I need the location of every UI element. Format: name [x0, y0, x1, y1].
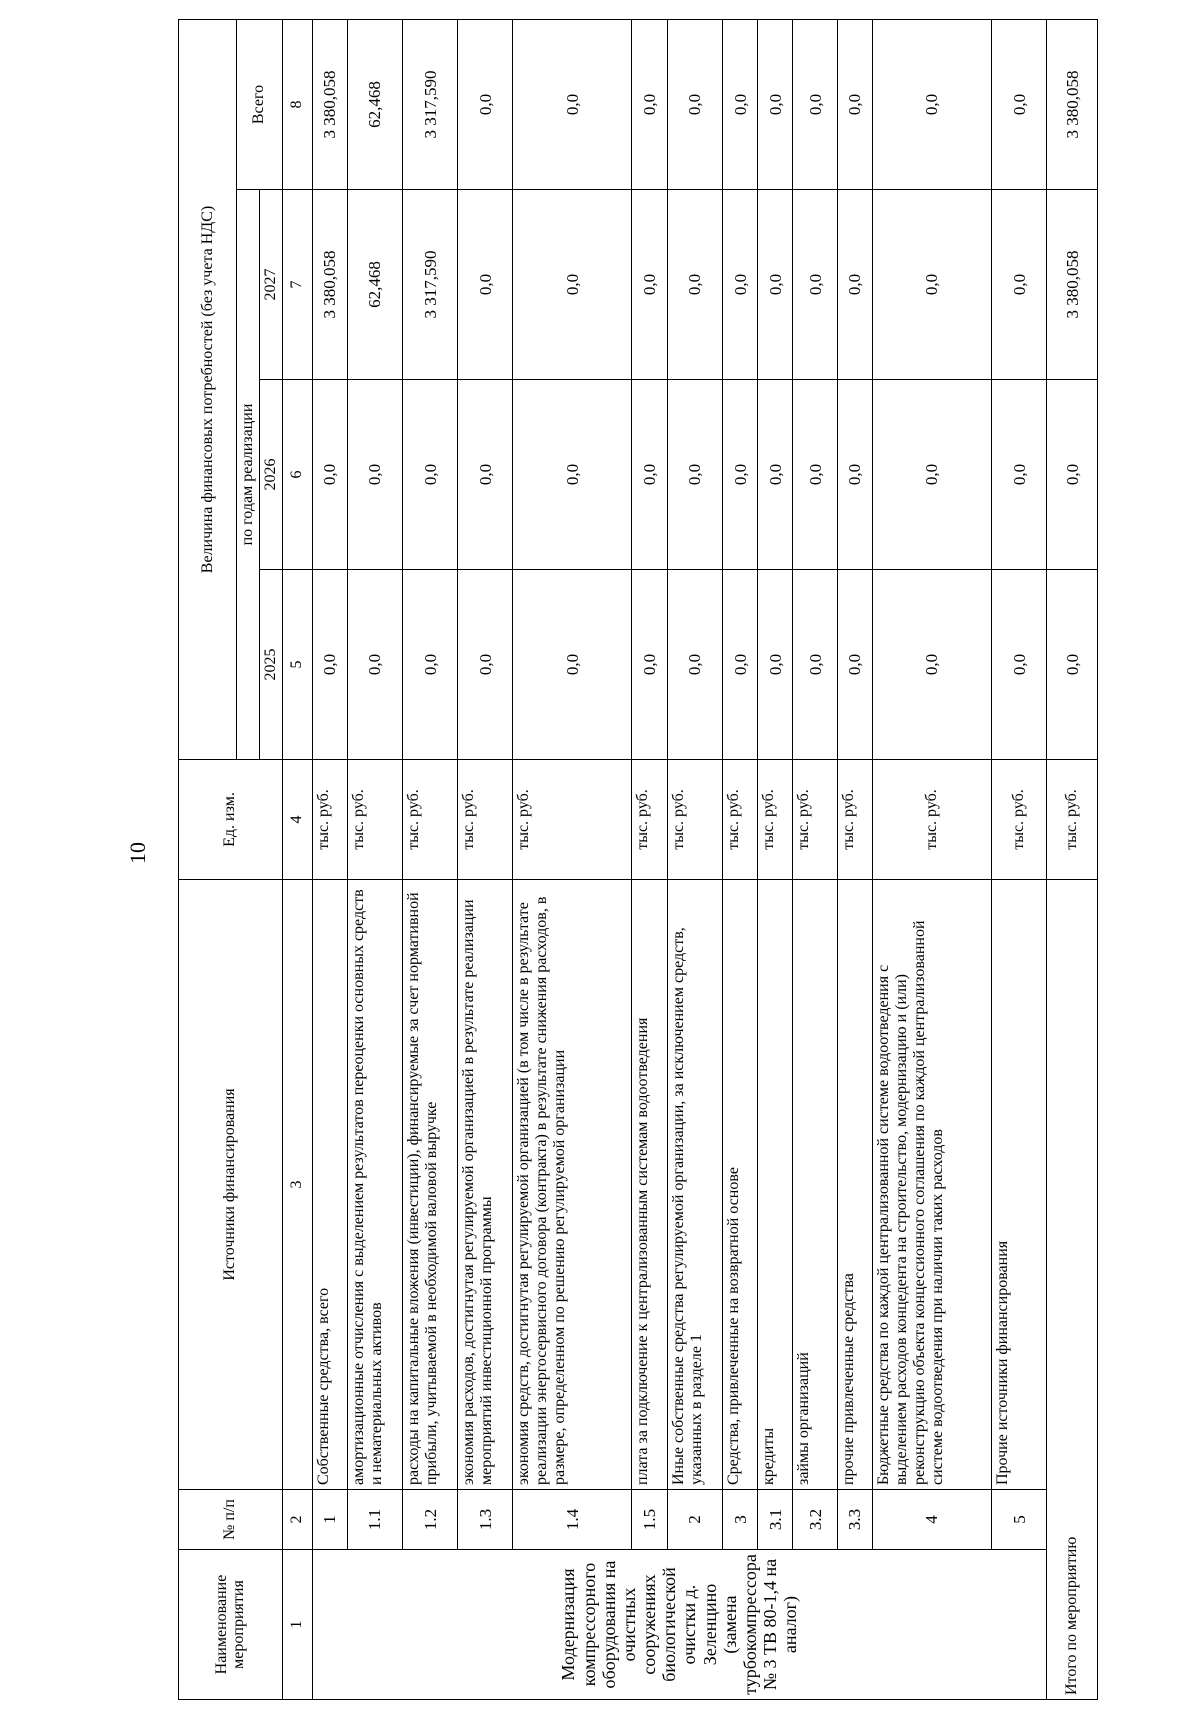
- row-value-total: 3 317,590: [403, 20, 458, 190]
- row-value-2026: 0,0: [312, 380, 347, 570]
- row-source: Иные собственные средства регулируемой организации, за исключением средств, указанных в разделе 1: [667, 880, 722, 1490]
- row-unit: тыс. руб.: [513, 760, 632, 880]
- table-row: [992, 20, 1047, 1700]
- column-number: 1: [282, 1550, 312, 1700]
- row-value-2026: 0,0: [872, 380, 991, 570]
- row-value-2025: 0,0: [758, 570, 793, 760]
- header-num: № п/п: [179, 1490, 283, 1550]
- table-row: [513, 20, 632, 1700]
- row-value-total: 0,0: [667, 20, 722, 190]
- table-row: [667, 20, 722, 1700]
- row-value-2027: 0,0: [793, 190, 837, 380]
- total-label: Итого по мероприятию: [1047, 880, 1098, 1700]
- row-value-2027: 0,0: [632, 190, 667, 380]
- row-value-2025: 0,0: [992, 570, 1047, 760]
- table-row: [837, 20, 872, 1700]
- table-row: [347, 20, 402, 1700]
- row-unit: тыс. руб.: [403, 760, 458, 880]
- total-value-2026: 0,0: [1047, 380, 1098, 570]
- row-source: плата за подключение к централизованным системам водоотведения: [632, 880, 667, 1490]
- row-source: расходы на капитальные вложения (инвестиции), финансируемые за счет нормативной прибыли, учитываемой в необходимой валовой выручке: [403, 880, 458, 1490]
- row-value-2027: 3 317,590: [403, 190, 458, 380]
- column-numbers-row: [282, 20, 312, 1700]
- column-number: 7: [282, 190, 312, 380]
- row-value-2027: 0,0: [722, 190, 757, 380]
- row-value-2027: 0,0: [872, 190, 991, 380]
- row-value-2026: 0,0: [667, 380, 722, 570]
- row-source: Прочие источники финансирования: [992, 880, 1047, 1490]
- row-num: 2: [667, 1490, 722, 1550]
- row-value-2026: 0,0: [793, 380, 837, 570]
- row-value-2025: 0,0: [632, 570, 667, 760]
- table-row: [312, 20, 347, 1700]
- column-number: 6: [282, 380, 312, 570]
- header-year-2027: 2027: [259, 190, 282, 380]
- row-source: Собственные средства, всего: [312, 880, 347, 1490]
- total-value-2025: 0,0: [1047, 570, 1098, 760]
- rotated-table-container: [178, 20, 1098, 1700]
- header-unit: Ед. изм.: [179, 760, 283, 880]
- header-source: Источники финансирования: [179, 880, 283, 1490]
- table-row: [872, 20, 991, 1700]
- row-value-2025: 0,0: [837, 570, 872, 760]
- row-source: амортизационные отчисления с выделением результатов переоценки основных средств и нематериальных активов: [347, 880, 402, 1490]
- row-source: Бюджетные средства по каждой централизованной системе водоотведения с выделением расходов концедента на строительство, модернизацию и (или) реконструкцию объекта концессионного соглашения по каждой централизованной системе водоотведения при наличии таких расходов: [872, 880, 991, 1490]
- total-row: [1047, 20, 1098, 1700]
- row-value-2026: 0,0: [347, 380, 402, 570]
- row-unit: тыс. руб.: [992, 760, 1047, 880]
- row-value-2025: 0,0: [458, 570, 513, 760]
- row-value-2026: 0,0: [632, 380, 667, 570]
- header-name: Наименование мероприятия: [179, 1550, 283, 1700]
- row-value-2027: 0,0: [758, 190, 793, 380]
- total-value-total: 3 380,058: [1047, 20, 1098, 190]
- row-num: 1: [312, 1490, 347, 1550]
- column-number: 3: [282, 880, 312, 1490]
- row-num: 1.2: [403, 1490, 458, 1550]
- row-num: 3: [722, 1490, 757, 1550]
- row-num: 1.1: [347, 1490, 402, 1550]
- row-value-2026: 0,0: [513, 380, 632, 570]
- page-number: 10: [125, 842, 150, 864]
- header-year-2025: 2025: [259, 570, 282, 760]
- row-num: 1.4: [513, 1490, 632, 1550]
- table-row: [722, 20, 757, 1700]
- row-value-total: 0,0: [992, 20, 1047, 190]
- row-value-total: 0,0: [837, 20, 872, 190]
- row-value-total: 0,0: [758, 20, 793, 190]
- row-value-total: 0,0: [722, 20, 757, 190]
- row-value-total: 62,468: [347, 20, 402, 190]
- row-value-2027: 0,0: [513, 190, 632, 380]
- table-row: [458, 20, 513, 1700]
- column-number: 5: [282, 570, 312, 760]
- row-value-total: 0,0: [632, 20, 667, 190]
- row-value-2027: 62,468: [347, 190, 402, 380]
- row-num: 3.1: [758, 1490, 793, 1550]
- row-value-2026: 0,0: [458, 380, 513, 570]
- row-value-2027: 0,0: [458, 190, 513, 380]
- row-num: 4: [872, 1490, 991, 1550]
- row-unit: тыс. руб.: [793, 760, 837, 880]
- row-unit: тыс. руб.: [758, 760, 793, 880]
- row-unit: тыс. руб.: [722, 760, 757, 880]
- row-source: Средства, привлеченные на возвратной основе: [722, 880, 757, 1490]
- row-unit: тыс. руб.: [872, 760, 991, 880]
- row-value-2027: 3 380,058: [312, 190, 347, 380]
- table-row: [793, 20, 837, 1700]
- row-unit: тыс. руб.: [347, 760, 402, 880]
- row-unit: тыс. руб.: [632, 760, 667, 880]
- row-value-total: 0,0: [872, 20, 991, 190]
- row-source: экономия расходов, достигнутая регулируемой организацией в результате реализации мероприятий инвестиционной программы: [458, 880, 513, 1490]
- row-value-2025: 0,0: [722, 570, 757, 760]
- row-unit: тыс. руб.: [458, 760, 513, 880]
- row-unit: тыс. руб.: [667, 760, 722, 880]
- total-value-2027: 3 380,058: [1047, 190, 1098, 380]
- row-value-2025: 0,0: [872, 570, 991, 760]
- row-value-2026: 0,0: [722, 380, 757, 570]
- row-num: 3.3: [837, 1490, 872, 1550]
- header-by-years: по годам реализации: [237, 190, 260, 760]
- row-num: 1.3: [458, 1490, 513, 1550]
- header-finance: Величина финансовых потребностей (без учета НДС): [179, 20, 237, 760]
- row-source: прочие привлеченные средства: [837, 880, 872, 1490]
- row-value-2026: 0,0: [403, 380, 458, 570]
- row-value-total: 3 380,058: [312, 20, 347, 190]
- table-row: [758, 20, 793, 1700]
- column-number: 2: [282, 1490, 312, 1550]
- financing-table: [178, 19, 1098, 1700]
- table-row: [632, 20, 667, 1700]
- row-value-2027: 0,0: [992, 190, 1047, 380]
- column-number: 8: [282, 20, 312, 190]
- row-value-total: 0,0: [513, 20, 632, 190]
- row-unit: тыс. руб.: [312, 760, 347, 880]
- row-num: 5: [992, 1490, 1047, 1550]
- row-value-2026: 0,0: [837, 380, 872, 570]
- row-source: кредиты: [758, 880, 793, 1490]
- table-row: [403, 20, 458, 1700]
- row-num: 1.5: [632, 1490, 667, 1550]
- row-num: 3.2: [793, 1490, 837, 1550]
- row-value-2025: 0,0: [667, 570, 722, 760]
- row-unit: тыс. руб.: [837, 760, 872, 880]
- row-value-2025: 0,0: [793, 570, 837, 760]
- header-year-2026: 2026: [259, 380, 282, 570]
- row-source: займы организаций: [793, 880, 837, 1490]
- event-name: Модернизация компрессорного оборудования на очистных сооружениях биологической очистки д. Зеленцино (замена турбокомпрессора № 3 ТВ 80-1,4 на аналог): [312, 1550, 1047, 1700]
- row-value-2027: 0,0: [667, 190, 722, 380]
- row-value-2025: 0,0: [347, 570, 402, 760]
- row-value-total: 0,0: [458, 20, 513, 190]
- row-value-2027: 0,0: [837, 190, 872, 380]
- row-source: экономия средств, достигнутая регулируемой организацией (в том числе в результате реализации энергосервисного договора (контракта) в результате снижения расходов, в размере, определенном по решению регулируемой организации: [513, 880, 632, 1490]
- total-unit: тыс. руб.: [1047, 760, 1098, 880]
- row-value-2025: 0,0: [513, 570, 632, 760]
- row-value-2026: 0,0: [758, 380, 793, 570]
- row-value-2025: 0,0: [403, 570, 458, 760]
- row-value-2026: 0,0: [992, 380, 1047, 570]
- column-number: 4: [282, 760, 312, 880]
- row-value-2025: 0,0: [312, 570, 347, 760]
- row-value-total: 0,0: [793, 20, 837, 190]
- header-total: Всего: [237, 20, 283, 190]
